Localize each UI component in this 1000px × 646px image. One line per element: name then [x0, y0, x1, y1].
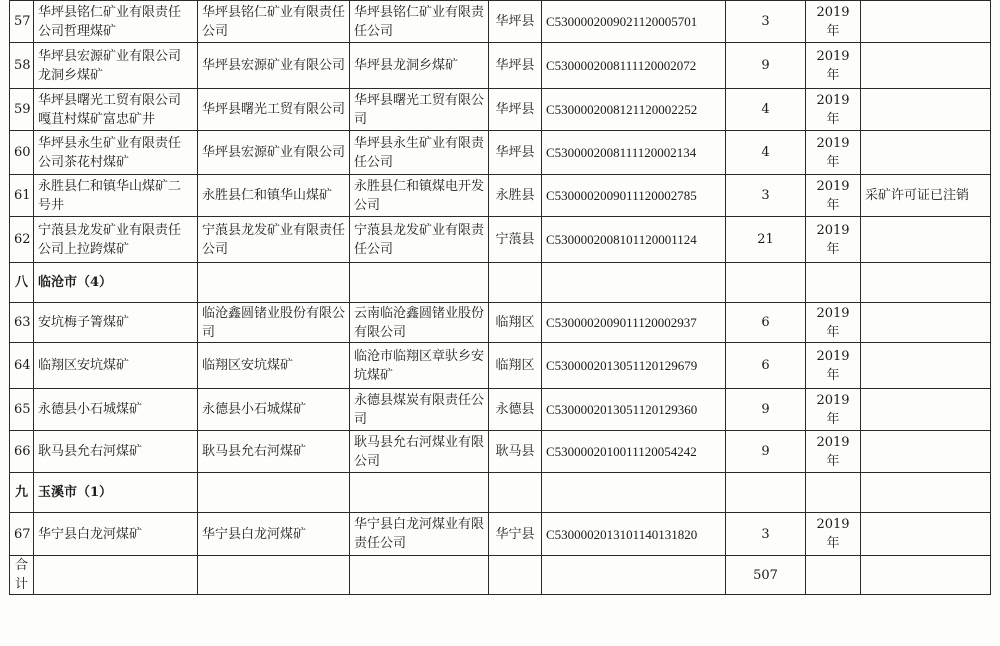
county: 耿马县	[489, 431, 542, 473]
capacity: 3	[726, 175, 806, 217]
owner-name: 华坪县宏源矿业有限公司	[198, 43, 350, 89]
empty-cell	[861, 263, 991, 303]
coal-mine-table	[9, 0, 991, 595]
empty-cell	[806, 263, 861, 303]
empty-cell	[489, 263, 542, 303]
empty-cell	[350, 473, 489, 513]
license-number: C5300002010011120054242	[542, 431, 726, 473]
year: 2019年	[806, 431, 861, 473]
license-number: C5300002013051120129679	[542, 343, 726, 389]
license-number: C5300002008121120002252	[542, 89, 726, 131]
table-row	[10, 43, 991, 89]
empty-cell	[198, 556, 350, 595]
table-row	[10, 175, 991, 217]
license-number: C5300002008101120001124	[542, 217, 726, 263]
empty-cell	[861, 473, 991, 513]
note	[861, 389, 991, 431]
empty-cell	[350, 263, 489, 303]
row-index: 60	[10, 131, 34, 175]
mine-name: 耿马县允右河煤矿	[34, 431, 198, 473]
year: 2019年	[806, 131, 861, 175]
capacity: 9	[726, 43, 806, 89]
mine-name: 永胜县仁和镇华山煤矿二号井	[34, 175, 198, 217]
note	[861, 303, 991, 343]
row-index: 62	[10, 217, 34, 263]
mine-name: 华坪县永生矿业有限责任公司茶花村煤矿	[34, 131, 198, 175]
capacity: 6	[726, 343, 806, 389]
year: 2019年	[806, 303, 861, 343]
table-row	[10, 131, 991, 175]
license-number: C5300002009011120002785	[542, 175, 726, 217]
empty-cell	[350, 556, 489, 595]
license-number: C5300002013051120129360	[542, 389, 726, 431]
empty-cell	[489, 473, 542, 513]
license-number: C5300002009011120002937	[542, 303, 726, 343]
note	[861, 513, 991, 556]
empty-cell	[806, 473, 861, 513]
county: 华坪县	[489, 43, 542, 89]
empty-cell	[726, 473, 806, 513]
company-name: 华坪县铭仁矿业有限责任公司	[350, 1, 489, 43]
empty-cell	[489, 556, 542, 595]
empty-cell	[542, 473, 726, 513]
row-index: 58	[10, 43, 34, 89]
capacity: 6	[726, 303, 806, 343]
capacity: 3	[726, 1, 806, 43]
mine-name: 华坪县宏源矿业有限公司龙洞乡煤矿	[34, 43, 198, 89]
row-index: 67	[10, 513, 34, 556]
total-label: 合计	[10, 556, 34, 595]
total-row	[10, 556, 991, 595]
county: 临翔区	[489, 303, 542, 343]
county: 临翔区	[489, 343, 542, 389]
mine-name: 永德县小石城煤矿	[34, 389, 198, 431]
empty-cell	[726, 263, 806, 303]
empty-cell	[34, 556, 198, 595]
license-number: C5300002008111120002072	[542, 43, 726, 89]
license-number: C5300002009021120005701	[542, 1, 726, 43]
section-row	[10, 473, 991, 513]
county: 永胜县	[489, 175, 542, 217]
year: 2019年	[806, 343, 861, 389]
owner-name: 临翔区安坑煤矿	[198, 343, 350, 389]
empty-cell	[542, 556, 726, 595]
company-name: 临沧市临翔区章驮乡安坑煤矿	[350, 343, 489, 389]
license-number: C5300002013101140131820	[542, 513, 726, 556]
section-index: 八	[10, 263, 34, 303]
table-row	[10, 513, 991, 556]
row-index: 57	[10, 1, 34, 43]
owner-name: 临沧鑫圆锗业股份有限公司	[198, 303, 350, 343]
mine-name: 安坑梅子箐煤矿	[34, 303, 198, 343]
capacity: 3	[726, 513, 806, 556]
section-name: 玉溪市（1）	[34, 473, 198, 513]
note	[861, 131, 991, 175]
note	[861, 343, 991, 389]
owner-name: 华宁县白龙河煤矿	[198, 513, 350, 556]
county: 华宁县	[489, 513, 542, 556]
section-row	[10, 263, 991, 303]
empty-cell	[861, 556, 991, 595]
year: 2019年	[806, 217, 861, 263]
company-name: 永德县煤炭有限责任公司	[350, 389, 489, 431]
empty-cell	[198, 473, 350, 513]
table-row	[10, 431, 991, 473]
year: 2019年	[806, 175, 861, 217]
company-name: 华坪县曙光工贸有限公司	[350, 89, 489, 131]
note	[861, 431, 991, 473]
county: 华坪县	[489, 1, 542, 43]
company-name: 永胜县仁和镇煤电开发公司	[350, 175, 489, 217]
owner-name: 华坪县宏源矿业有限公司	[198, 131, 350, 175]
row-index: 66	[10, 431, 34, 473]
owner-name: 华坪县铭仁矿业有限责任公司	[198, 1, 350, 43]
note	[861, 1, 991, 43]
row-index: 63	[10, 303, 34, 343]
table-body	[10, 1, 991, 595]
table-row	[10, 89, 991, 131]
section-name: 临沧市（4）	[34, 263, 198, 303]
year: 2019年	[806, 89, 861, 131]
owner-name: 华坪县曙光工贸有限公司	[198, 89, 350, 131]
note: 采矿许可证已注销	[861, 175, 991, 217]
mine-name: 宁蒗县龙发矿业有限责任公司上拉跨煤矿	[34, 217, 198, 263]
county: 宁蒗县	[489, 217, 542, 263]
company-name: 华宁县白龙河煤业有限责任公司	[350, 513, 489, 556]
mine-name: 华宁县白龙河煤矿	[34, 513, 198, 556]
capacity: 4	[726, 89, 806, 131]
total-capacity: 507	[726, 556, 806, 595]
company-name: 耿马县允右河煤业有限公司	[350, 431, 489, 473]
mine-name: 华坪县铭仁矿业有限责任公司哲理煤矿	[34, 1, 198, 43]
mine-name: 华坪县曙光工贸有限公司嘎苴村煤矿富忠矿井	[34, 89, 198, 131]
company-name: 云南临沧鑫圆锗业股份有限公司	[350, 303, 489, 343]
note	[861, 43, 991, 89]
capacity: 4	[726, 131, 806, 175]
note	[861, 89, 991, 131]
year: 2019年	[806, 513, 861, 556]
table-row	[10, 303, 991, 343]
year: 2019年	[806, 389, 861, 431]
table-row	[10, 389, 991, 431]
county: 永德县	[489, 389, 542, 431]
year: 2019年	[806, 1, 861, 43]
capacity: 21	[726, 217, 806, 263]
table-row	[10, 343, 991, 389]
owner-name: 永胜县仁和镇华山煤矿	[198, 175, 350, 217]
row-index: 59	[10, 89, 34, 131]
table-row	[10, 1, 991, 43]
row-index: 64	[10, 343, 34, 389]
row-index: 65	[10, 389, 34, 431]
row-index: 61	[10, 175, 34, 217]
company-name: 华坪县永生矿业有限责任公司	[350, 131, 489, 175]
owner-name: 宁蒗县龙发矿业有限责任公司	[198, 217, 350, 263]
year: 2019年	[806, 43, 861, 89]
county: 华坪县	[489, 131, 542, 175]
section-index: 九	[10, 473, 34, 513]
table-row	[10, 217, 991, 263]
empty-cell	[198, 263, 350, 303]
empty-cell	[806, 556, 861, 595]
empty-cell	[542, 263, 726, 303]
company-name: 华坪县龙洞乡煤矿	[350, 43, 489, 89]
capacity: 9	[726, 389, 806, 431]
county: 华坪县	[489, 89, 542, 131]
owner-name: 耿马县允右河煤矿	[198, 431, 350, 473]
mine-name: 临翔区安坑煤矿	[34, 343, 198, 389]
company-name: 宁蒗县龙发矿业有限责任公司	[350, 217, 489, 263]
capacity: 9	[726, 431, 806, 473]
note	[861, 217, 991, 263]
owner-name: 永德县小石城煤矿	[198, 389, 350, 431]
license-number: C5300002008111120002134	[542, 131, 726, 175]
